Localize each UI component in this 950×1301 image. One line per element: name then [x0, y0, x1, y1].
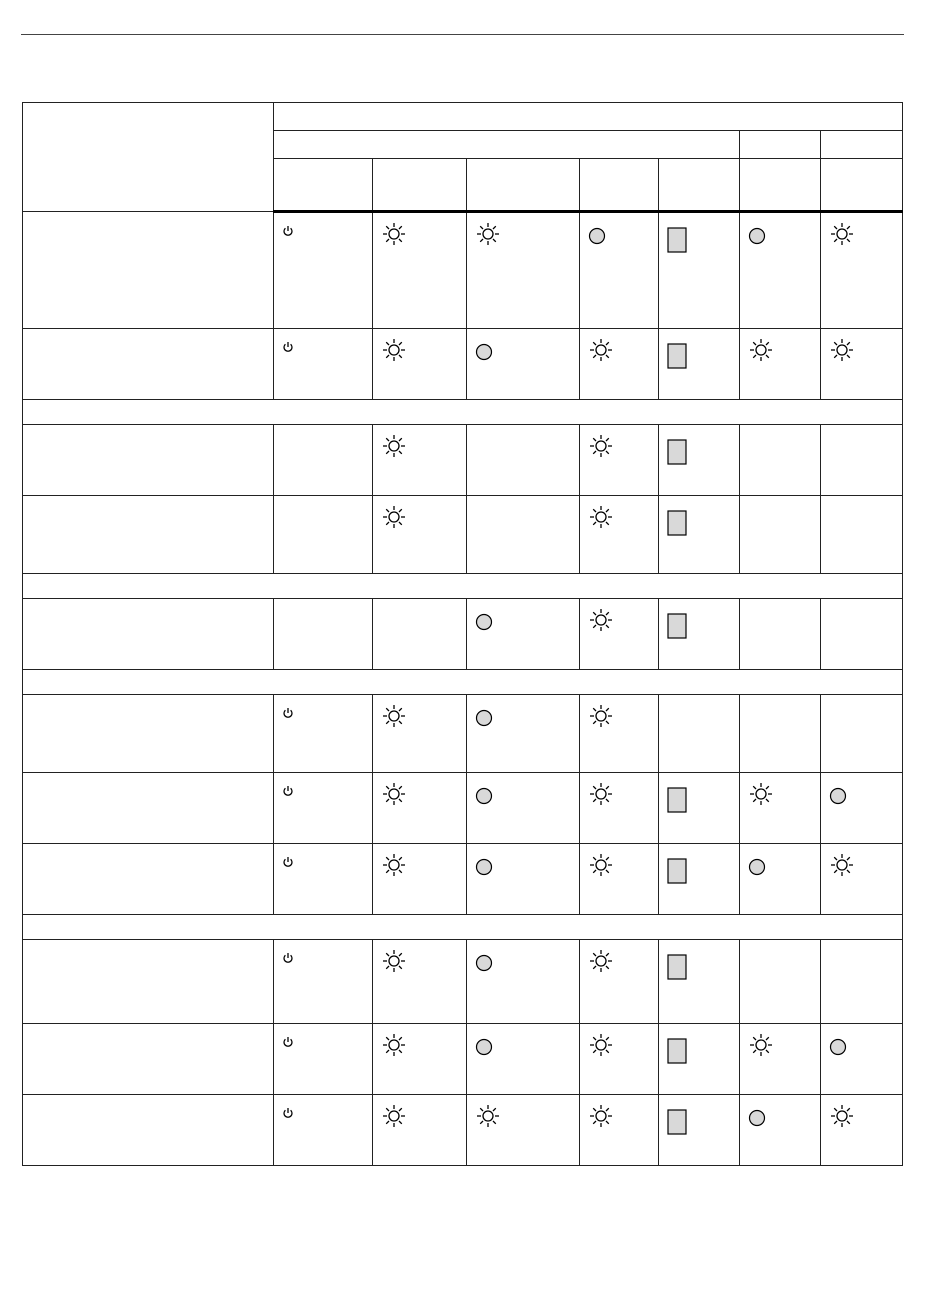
column-header — [373, 159, 466, 169]
led-on-icon — [475, 221, 501, 247]
status-cell — [659, 1095, 740, 1166]
status-cell — [373, 1095, 467, 1166]
status-cell — [740, 844, 821, 915]
led-off-icon — [748, 858, 766, 876]
header-group-title — [274, 103, 902, 113]
power-icon — [282, 856, 294, 868]
led-on-icon — [748, 781, 774, 807]
power-icon — [282, 952, 294, 964]
status-cell — [274, 496, 373, 574]
led-on-icon — [381, 703, 407, 729]
status-cell — [821, 212, 903, 329]
status-cell — [274, 1095, 373, 1166]
status-cell — [580, 599, 659, 670]
status-cell — [740, 425, 821, 496]
status-cell — [373, 695, 467, 773]
led-on-icon — [588, 948, 614, 974]
status-cell — [659, 496, 740, 574]
status-cell — [580, 1095, 659, 1166]
led-on-icon — [588, 781, 614, 807]
section-label — [23, 400, 902, 405]
status-cell — [580, 425, 659, 496]
row-label-cell — [23, 940, 274, 1024]
table-row — [23, 425, 903, 496]
table-row — [23, 695, 903, 773]
led-off-icon — [475, 858, 493, 876]
row-label — [23, 329, 273, 339]
status-cell — [467, 425, 580, 496]
status-cell — [373, 1024, 467, 1095]
row-label-cell — [23, 773, 274, 844]
led-off-icon — [748, 1109, 766, 1127]
header-subgroup-a — [274, 131, 739, 141]
column-header-cell — [467, 159, 580, 212]
status-cell — [821, 1095, 903, 1166]
header-subgroup-c — [821, 131, 902, 141]
power-icon — [282, 341, 294, 353]
led-on-icon — [381, 781, 407, 807]
column-header-cell — [580, 159, 659, 212]
section-cell — [23, 915, 903, 940]
section-cell — [23, 400, 903, 425]
status-cell — [373, 212, 467, 329]
status-cell — [274, 940, 373, 1024]
status-cell — [467, 1024, 580, 1095]
status-cell — [580, 212, 659, 329]
column-header — [740, 159, 820, 169]
column-header — [274, 159, 372, 169]
section-label — [23, 670, 902, 675]
header-subgroup-b — [740, 131, 820, 141]
status-cell — [373, 599, 467, 670]
status-table — [22, 102, 903, 1166]
status-cell — [821, 844, 903, 915]
status-cell — [740, 599, 821, 670]
status-cell — [274, 1024, 373, 1095]
status-cell — [740, 1095, 821, 1166]
status-cell — [580, 496, 659, 574]
table-row — [23, 599, 903, 670]
row-label-cell — [23, 599, 274, 670]
status-cell — [740, 212, 821, 329]
section-cell — [23, 574, 903, 599]
status-cell — [740, 329, 821, 400]
led-on-icon — [829, 1103, 855, 1129]
status-cell — [821, 940, 903, 1024]
status-cell — [467, 844, 580, 915]
status-cell — [821, 329, 903, 400]
row-label — [23, 425, 273, 435]
section-row — [23, 670, 903, 695]
row-label — [23, 940, 273, 950]
column-header — [467, 159, 579, 169]
led-off-icon — [475, 1038, 493, 1056]
status-cell — [467, 496, 580, 574]
header-group-title-cell — [274, 103, 903, 131]
status-cell — [274, 599, 373, 670]
led-on-icon — [588, 703, 614, 729]
status-cell — [580, 1024, 659, 1095]
status-cell — [659, 695, 740, 773]
led-on-icon — [748, 1032, 774, 1058]
led-on-icon — [381, 433, 407, 459]
power-icon — [282, 225, 294, 237]
status-cell — [740, 773, 821, 844]
status-cell — [821, 425, 903, 496]
status-cell — [821, 599, 903, 670]
section-label — [23, 915, 902, 920]
display-icon — [667, 343, 687, 369]
row-label-cell — [23, 695, 274, 773]
table-row — [23, 773, 903, 844]
column-header-cell — [373, 159, 467, 212]
status-cell — [274, 695, 373, 773]
status-cell — [467, 940, 580, 1024]
display-icon — [667, 954, 687, 980]
row-label — [23, 773, 273, 783]
section-row — [23, 400, 903, 425]
status-cell — [274, 773, 373, 844]
header-row-1 — [23, 103, 903, 131]
led-off-icon — [748, 227, 766, 245]
status-cell — [274, 425, 373, 496]
led-off-icon — [475, 613, 493, 631]
power-icon — [282, 1036, 294, 1048]
section-row — [23, 574, 903, 599]
display-icon — [667, 439, 687, 465]
status-cell — [580, 329, 659, 400]
led-on-icon — [381, 221, 407, 247]
led-on-icon — [381, 504, 407, 530]
led-off-icon — [475, 787, 493, 805]
status-cell — [740, 496, 821, 574]
status-cell — [659, 844, 740, 915]
status-cell — [580, 695, 659, 773]
status-cell — [659, 329, 740, 400]
status-cell — [821, 1024, 903, 1095]
power-icon — [282, 707, 294, 719]
status-cell — [659, 425, 740, 496]
column-header — [821, 159, 902, 169]
status-cell — [373, 940, 467, 1024]
led-on-icon — [829, 221, 855, 247]
led-on-icon — [381, 1103, 407, 1129]
led-on-icon — [381, 852, 407, 878]
display-icon — [667, 227, 687, 253]
row-label — [23, 496, 273, 506]
led-on-icon — [829, 337, 855, 363]
status-cell — [373, 425, 467, 496]
row-label — [23, 1024, 273, 1034]
column-header-cell — [821, 159, 903, 212]
table-row — [23, 496, 903, 574]
row-label-cell — [23, 1095, 274, 1166]
led-on-icon — [588, 504, 614, 530]
status-cell — [373, 773, 467, 844]
status-cell — [659, 599, 740, 670]
column-header — [659, 159, 739, 169]
status-cell — [821, 773, 903, 844]
led-off-icon — [829, 787, 847, 805]
status-cell — [274, 212, 373, 329]
led-on-icon — [588, 1032, 614, 1058]
display-icon — [667, 787, 687, 813]
row-label — [23, 844, 273, 854]
column-header-cell — [659, 159, 740, 212]
status-cell — [659, 1024, 740, 1095]
display-icon — [667, 1109, 687, 1135]
status-cell — [580, 844, 659, 915]
status-cell — [659, 940, 740, 1024]
table-row — [23, 1095, 903, 1166]
section-row — [23, 915, 903, 940]
header-top-left-cell — [23, 103, 274, 212]
status-cell — [740, 695, 821, 773]
row-label — [23, 599, 273, 609]
status-cell — [740, 940, 821, 1024]
top-rule — [21, 34, 904, 35]
led-on-icon — [475, 1103, 501, 1129]
table-row — [23, 940, 903, 1024]
status-cell — [467, 599, 580, 670]
status-cell — [467, 1095, 580, 1166]
power-icon — [282, 1107, 294, 1119]
column-header — [580, 159, 658, 169]
led-on-icon — [588, 852, 614, 878]
status-cell — [274, 329, 373, 400]
section-label — [23, 574, 902, 579]
display-icon — [667, 1038, 687, 1064]
status-cell — [821, 496, 903, 574]
status-cell — [467, 773, 580, 844]
row-label — [23, 695, 273, 705]
table-row — [23, 844, 903, 915]
led-on-icon — [588, 433, 614, 459]
row-label-cell — [23, 844, 274, 915]
header-subgroup-a-cell — [274, 131, 740, 159]
status-cell — [580, 940, 659, 1024]
led-on-icon — [588, 607, 614, 633]
column-header-cell — [274, 159, 373, 212]
status-cell — [373, 844, 467, 915]
status-cell — [467, 329, 580, 400]
row-label-cell — [23, 425, 274, 496]
row-label — [23, 212, 273, 222]
table-row — [23, 212, 903, 329]
row-label — [23, 1095, 273, 1105]
row-label-cell — [23, 496, 274, 574]
table-row — [23, 329, 903, 400]
status-cell — [821, 695, 903, 773]
led-off-icon — [588, 227, 606, 245]
status-cell — [659, 212, 740, 329]
table-row — [23, 1024, 903, 1095]
led-on-icon — [829, 852, 855, 878]
status-cell — [467, 212, 580, 329]
row-label-cell — [23, 329, 274, 400]
display-icon — [667, 858, 687, 884]
header-top-left-text — [23, 103, 273, 113]
header-subgroup-b-cell — [740, 131, 821, 159]
power-icon — [282, 785, 294, 797]
status-cell — [659, 773, 740, 844]
display-icon — [667, 510, 687, 536]
status-cell — [373, 496, 467, 574]
status-cell — [580, 773, 659, 844]
row-label-cell — [23, 1024, 274, 1095]
column-header-cell — [740, 159, 821, 212]
section-cell — [23, 670, 903, 695]
led-on-icon — [588, 1103, 614, 1129]
led-off-icon — [475, 709, 493, 727]
status-cell — [740, 1024, 821, 1095]
row-label-cell — [23, 212, 274, 329]
display-icon — [667, 613, 687, 639]
led-off-icon — [829, 1038, 847, 1056]
status-cell — [274, 844, 373, 915]
led-on-icon — [381, 1032, 407, 1058]
led-on-icon — [748, 337, 774, 363]
header-subgroup-c-cell — [821, 131, 903, 159]
led-on-icon — [381, 337, 407, 363]
led-off-icon — [475, 954, 493, 972]
led-on-icon — [381, 948, 407, 974]
status-cell — [373, 329, 467, 400]
led-on-icon — [588, 337, 614, 363]
led-off-icon — [475, 343, 493, 361]
status-cell — [467, 695, 580, 773]
